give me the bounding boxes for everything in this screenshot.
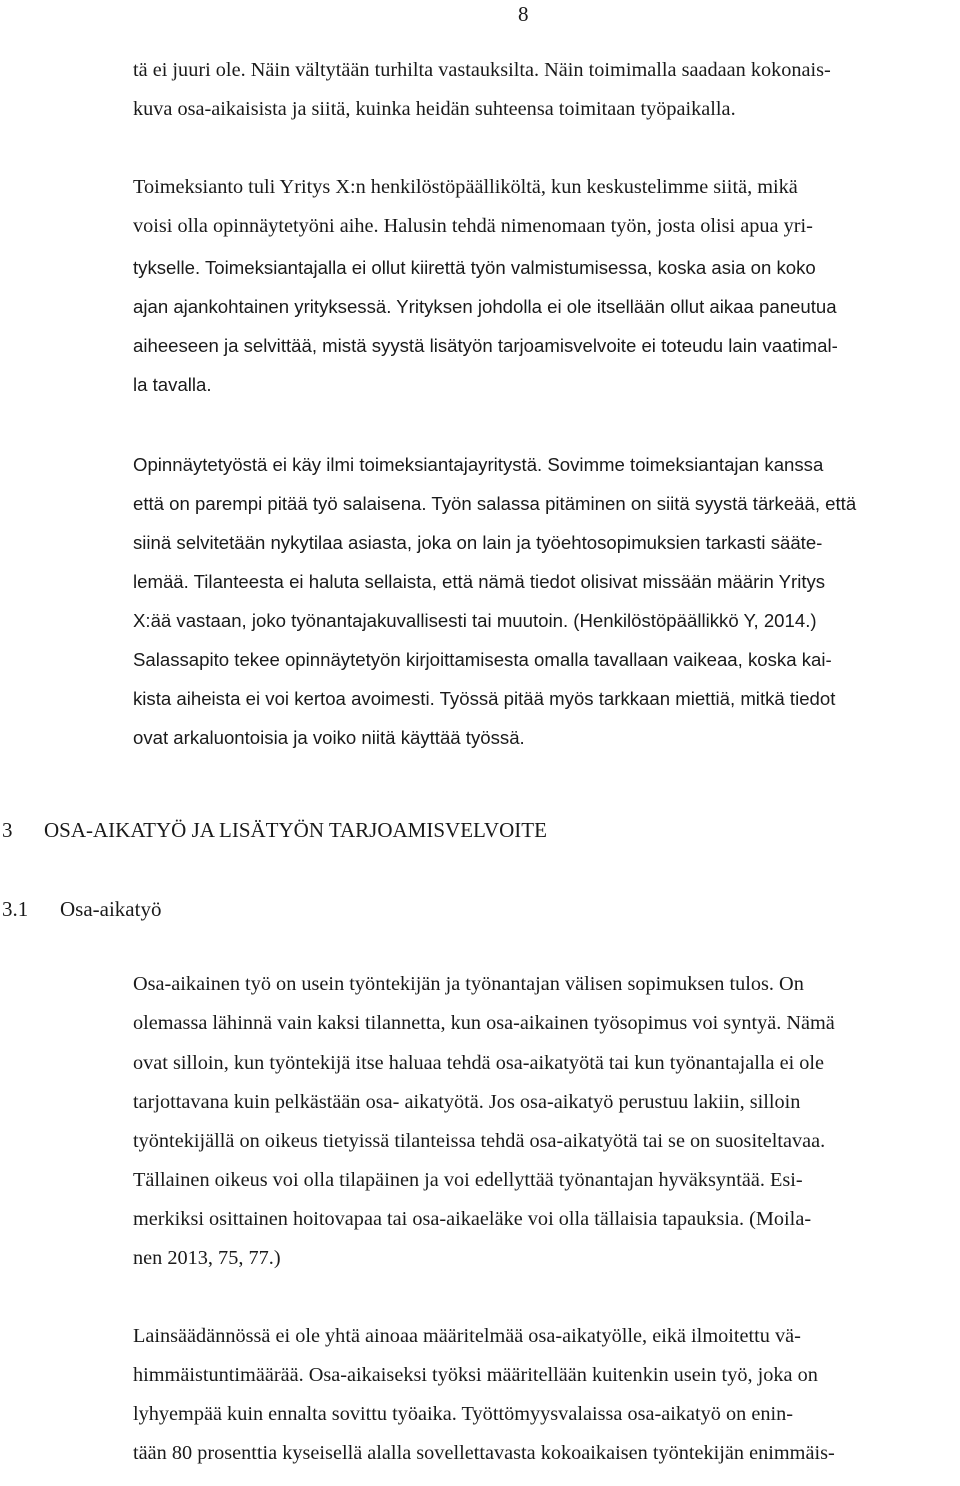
paragraph-line: ovat arkaluontoisia ja voiko niitä käyttää työssä. [133,727,525,748]
paragraph-line: tä ei juuri ole. Näin vältytään turhilta vastauksilta. Näin toimimalla saadaan kokonais- [133,59,831,81]
paragraph-line: Tällainen oikeus voi olla tilapäinen ja voi edellyttää työnantajan hyväksyntää. Esi- [133,1169,803,1191]
paragraph-line: Osa-aikainen työ on usein työntekijän ja työnantajan välisen sopimuksen tulos. On [133,973,804,995]
paragraph-line: Lainsäädännössä ei ole yhtä ainoaa määritelmää osa-aikatyölle, eikä ilmoitettu vä- [133,1325,801,1347]
paragraph-line: voisi olla opinnäytetyöni aihe. Halusin tehdä nimenomaan työn, josta olisi apua yri- [133,215,813,237]
subsection-number: 3.1 [2,897,29,921]
page-number: 8 [518,2,529,26]
paragraph-line: työntekijällä on oikeus tietyissä tilanteissa tehdä osa-aikatyötä tai se on suositeltavaa. [133,1130,826,1152]
section-title: OSA-AIKATYÖ JA LISÄTYÖN TARJOAMISVELVOITE [44,818,547,842]
paragraph-line: Toimeksianto tuli Yritys X:n henkilöstöpäälliköltä, kun keskustelimme siitä, mikä [133,176,798,198]
paragraph-line: kista aiheista ei voi kertoa avoimesti. Työssä pitää myös tarkkaan miettiä, mitkä tiedot [133,688,836,709]
paragraph-line: olemassa lähinnä vain kaksi tilannetta, kun osa-aikainen työsopimus voi syntyä. Nämä [133,1012,835,1034]
paragraph-line: merkiksi osittainen hoitovapaa tai osa-aikaeläke voi olla tällaisia tapauksia. (Moila- [133,1208,812,1230]
paragraph-line: lyhyempää kuin ennalta sovittu työaika. Työttömyysvalaissa osa-aikatyö on enin- [133,1403,794,1425]
paragraph-line: X:ää vastaan, joko työnantajakuvallisesti tai muutoin. (Henkilöstöpäällikkö Y, 2014.) [133,610,817,631]
section-heading [2,817,547,843]
paragraph-line: tään 80 prosenttia kyseisellä alalla sovellettavasta kokoaikaisen työntekijän enimmäis- [133,1442,835,1464]
paragraph-line: että on parempi pitää työ salaisena. Työn salassa pitäminen on siitä syystä tärkeää, että [133,493,857,514]
paragraph-line: Salassapito tekee opinnäytetyön kirjoittamisesta omalla tavallaan vaikeaa, koska kai- [133,649,832,670]
subsection-heading [2,896,161,922]
paragraph-line: Opinnäytetyöstä ei käy ilmi toimeksiantajayritystä. Sovimme toimeksiantajan kanssa [133,454,824,475]
paragraph-line: aiheeseen ja selvittää, mistä syystä lisätyön tarjoamisvelvoite ei toteudu lain vaatimal- [133,335,838,356]
subsection-title: Osa-aikatyö [60,897,162,921]
paragraph-line: tykselle. Toimeksiantajalla ei ollut kiirettä työn valmistumisessa, koska asia on koko [133,257,816,278]
paragraph-line: tarjottavana kuin pelkästään osa- aikatyötä. Jos osa-aikatyö perustuu lakiin, silloin [133,1091,801,1113]
paragraph-line: siinä selvitetään nykytilaa asiasta, joka on lain ja työehtosopimuksien tarkasti sääte- [133,532,823,553]
paragraph-line: ovat silloin, kun työntekijä itse haluaa tehdä osa-aikatyötä tai kun työnantajalla ei ole [133,1052,825,1074]
paragraph-line: ajan ajankohtainen yrityksessä. Yrityksen johdolla ei ole itsellään ollut aikaa paneutua [133,296,837,317]
paragraph-line: la tavalla. [133,374,212,395]
paragraph-line: lemää. Tilanteesta ei haluta sellaista, että nämä tiedot olisivat missään määrin Yritys [133,571,826,592]
paragraph-line: nen 2013, 75, 77.) [133,1247,281,1269]
section-number: 3 [2,818,13,842]
paragraph-line: himmäistuntimäärää. Osa-aikaiseksi työksi määritellään kuitenkin usein työ, joka on [133,1364,818,1386]
paragraph-line: kuva osa-aikaisista ja siitä, kuinka heidän suhteensa toimitaan työpaikalla. [133,98,736,120]
